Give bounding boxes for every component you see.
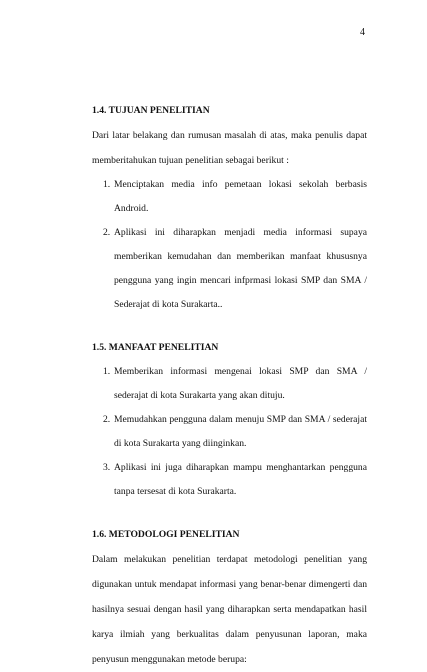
list-item-number: 1. bbox=[103, 366, 111, 377]
list-item bbox=[94, 173, 367, 221]
list-item bbox=[94, 456, 367, 504]
section-metodologi-penelitian bbox=[92, 528, 367, 672]
list-item-text: Menciptakan media info pemetaan lokasi sekolah berbasis Android. bbox=[114, 179, 367, 214]
list-item-number: 2. bbox=[103, 414, 111, 425]
list-item-number: 3. bbox=[103, 462, 111, 473]
section-heading: 1.5. MANFAAT PENELITIAN bbox=[92, 342, 219, 353]
list-item-text: Aplikasi ini juga diharapkan mampu menghantarkan pengguna tanpa tersesat di kota Surakarta. bbox=[114, 462, 367, 497]
numbered-list bbox=[92, 360, 367, 504]
page-number: 4 bbox=[360, 27, 365, 38]
section-intro-paragraph: Dari latar belakang dan rumusan masalah di atas, maka penulis dapat memberitahukan tujuan penelitian sebagai berikut : bbox=[92, 130, 367, 166]
list-item-text: Memberikan informasi mengenai lokasi SMP dan SMA / sederajat di kota Surakarta yang akan dituju. bbox=[114, 366, 367, 401]
list-item bbox=[94, 221, 367, 317]
section-heading: 1.4. TUJUAN PENELITIAN bbox=[92, 105, 210, 116]
section-heading: 1.6. METODOLOGI PENELITIAN bbox=[92, 529, 240, 540]
list-item-text: Memudahkan pengguna dalam menuju SMP dan SMA / sederajat di kota Surakarta yang diinginkan. bbox=[114, 414, 367, 449]
list-item-number: 1. bbox=[103, 179, 111, 190]
list-item-text: Aplikasi ini diharapkan menjadi media informasi supaya memberikan kemudahan dan memberikan manfaat khususnya pengguna yang ingin mencari infprmasi lokasi SMP dan SMA / Sederajat di kota Surakarta.. bbox=[114, 227, 367, 310]
list-item bbox=[94, 408, 367, 456]
numbered-list bbox=[92, 173, 367, 317]
list-item-number: 2. bbox=[103, 227, 111, 238]
list-item bbox=[94, 360, 367, 408]
section-intro-paragraph: Dalam melakukan penelitian terdapat metodologi penelitian yang digunakan untuk mendapat informasi yang benar-benar dimengerti dan hasilnya sesuai dengan hasil yang diharapkan serta mendapatkan hasil karya ilmiah yang berkualitas dalam penyusunan laporan, maka penyusun menggunakan metode berupa: bbox=[92, 554, 367, 665]
section-manfaat-penelitian bbox=[92, 341, 367, 504]
section-tujuan-penelitian bbox=[92, 104, 367, 317]
page-content bbox=[92, 104, 367, 672]
